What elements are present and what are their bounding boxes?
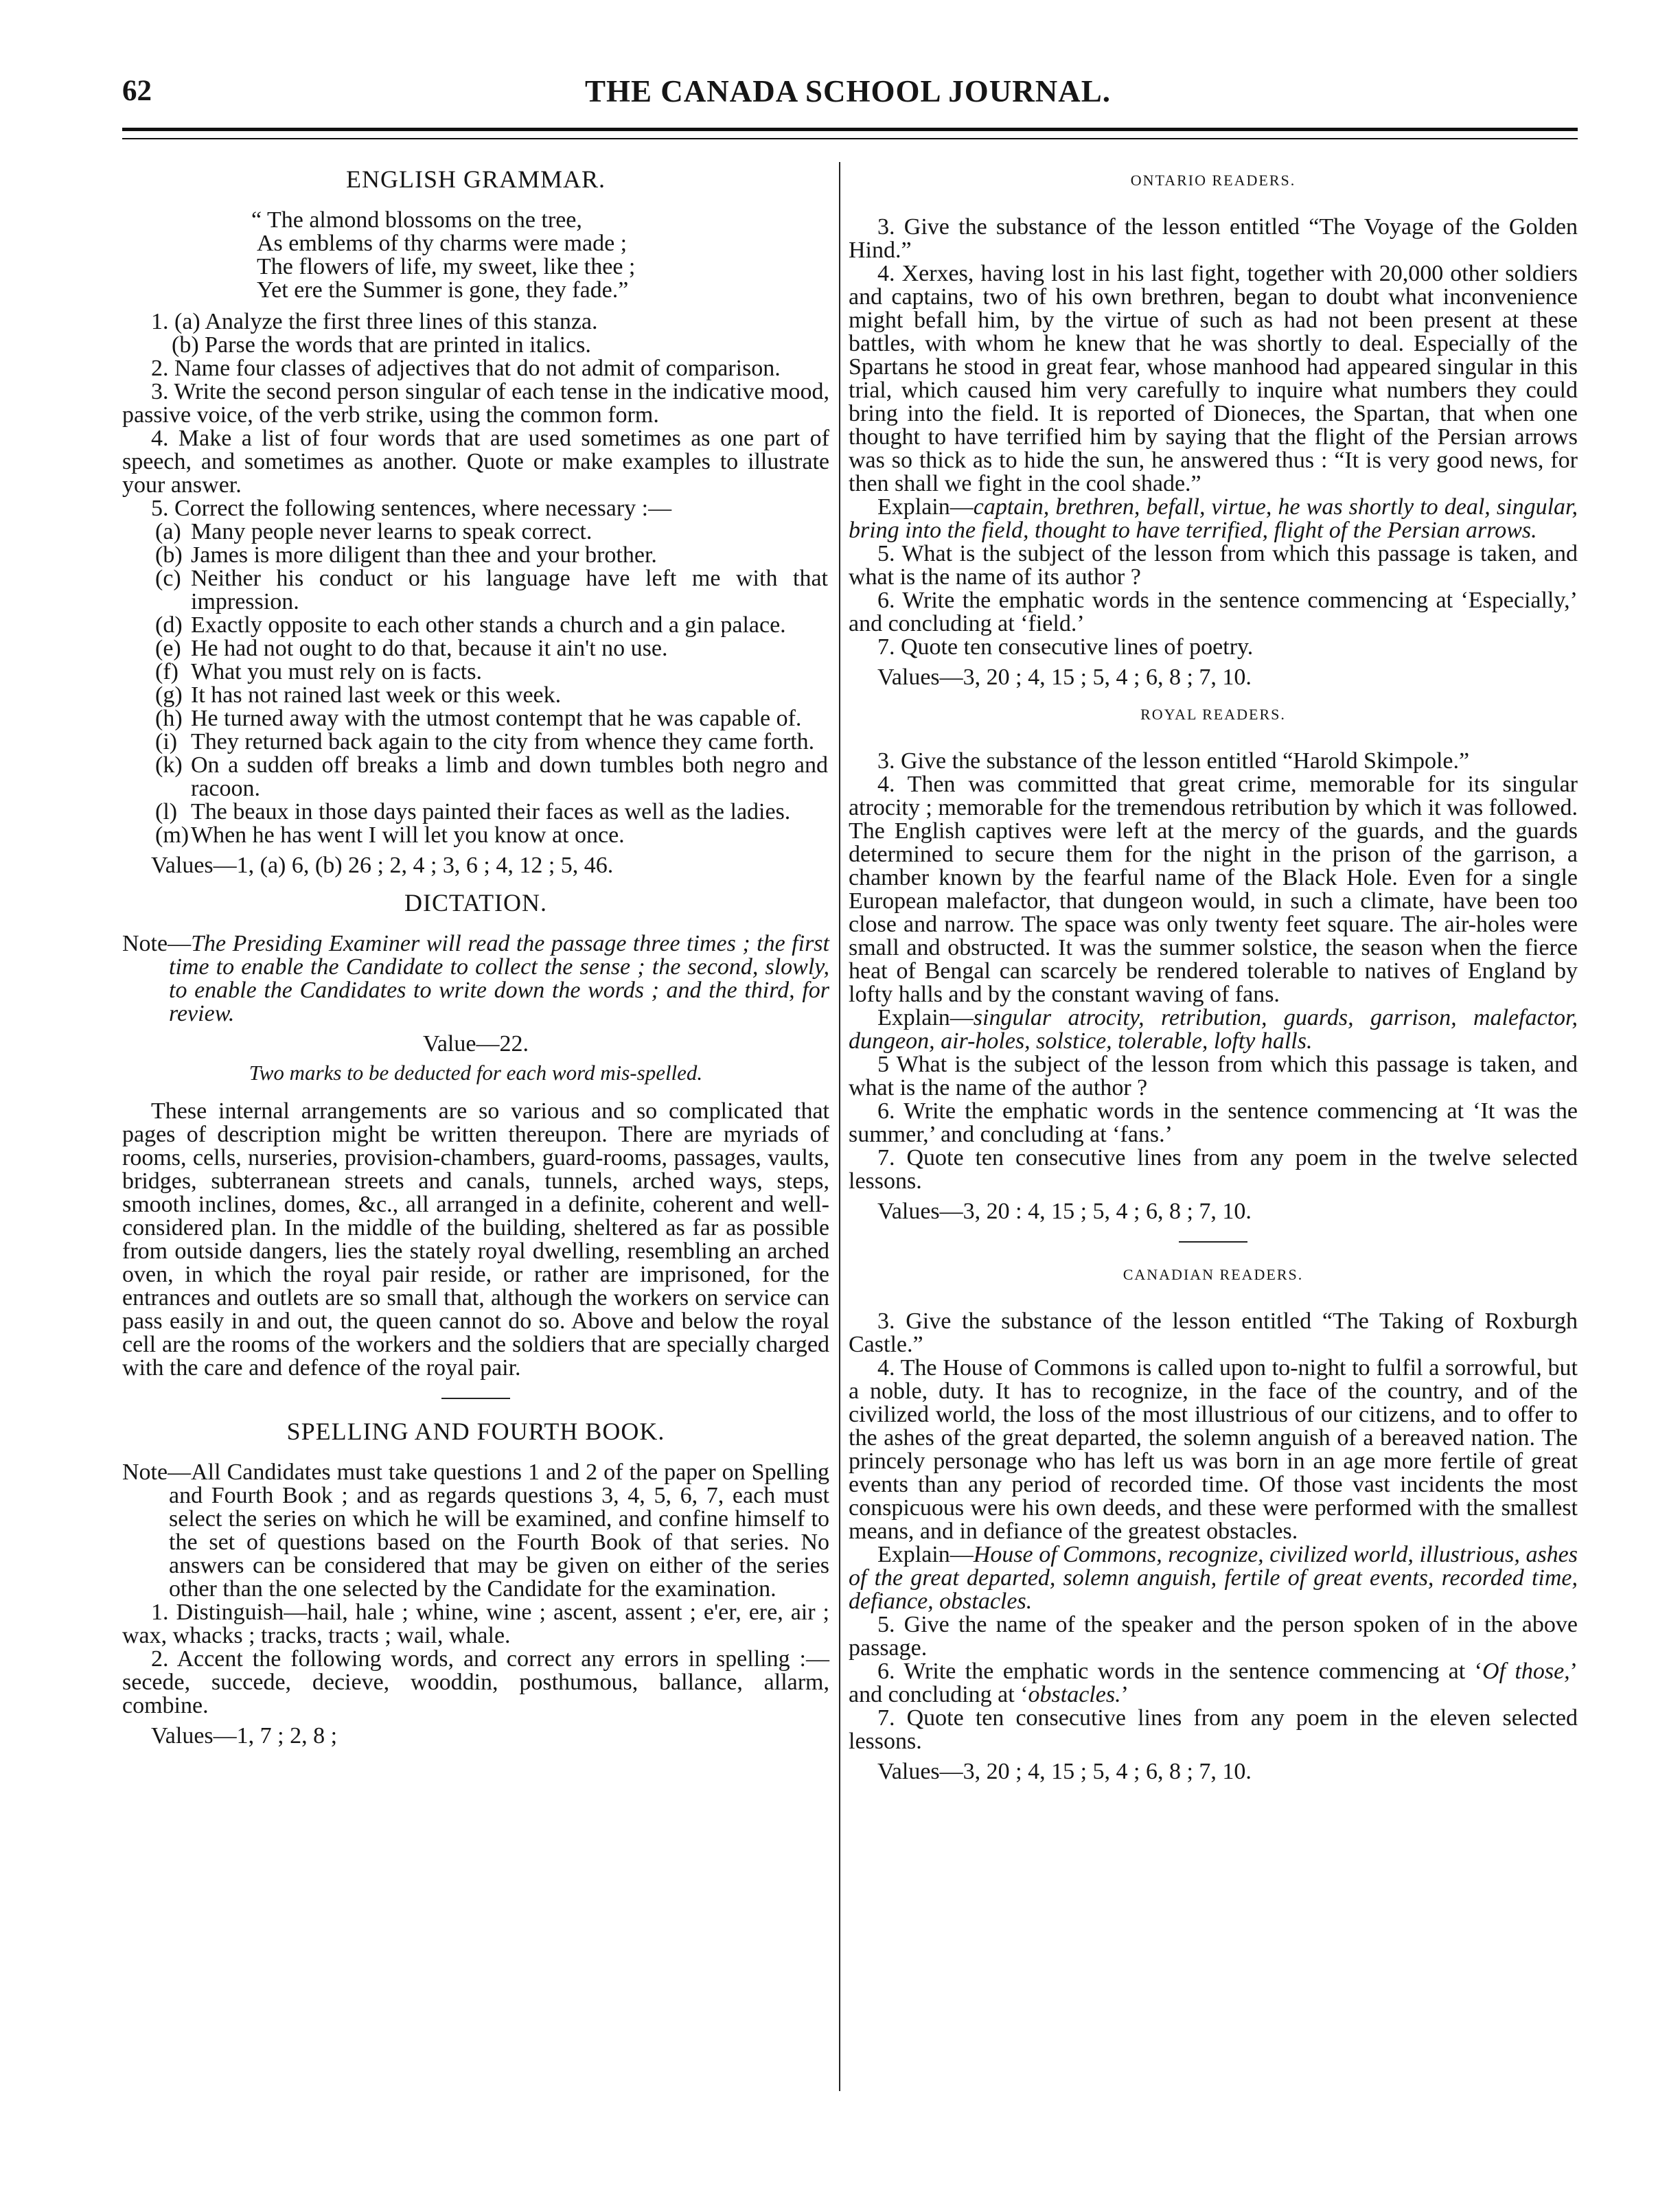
royal-heading: ROYAL READERS. [1140,706,1286,723]
canadian-q7: 7. Quote ten consecutive lines from any poem in the eleven selected lessons. [849,1705,1578,1754]
canadian-explain: Explain—House of Commons, recognize, civilized world, illustrious, ashes of the great departed, solemn anguish, fertile of great events, recorded time, defiance, obstacles. [849,1542,1578,1614]
header-rule-thin [122,138,1578,139]
poem-line: The flowers of life, my sweet, like thee ; [257,254,636,279]
left-column [122,158,829,1762]
grammar-heading: ENGLISH GRAMMAR. [345,165,606,193]
dictation-note: Note—The Presiding Examiner will read the passage three times ; the first time to enable the Candidate to collect the sense ; the second, slowly, to enable the Candidates to write down the words ; and the third, for review. [122,931,829,1026]
right-column [849,158,1578,1797]
column-divider [839,162,840,2091]
poem-line: As emblems of thy charms were made ; [257,231,628,256]
royal-values: Values—3, 20 : 4, 15 ; 5, 4 ; 6, 8 ; 7, 10. [877,1199,1252,1224]
sentence-item: (k) On a sudden off breaks a limb and down tumbles both negro and racoon. [155,752,828,801]
grammar-q4: 4. Make a list of four words that are used sometimes as one part of speech, and sometimes as another. Quote or make examples to illustrate your answer. [122,426,829,498]
canadian-q3: 3. Give the substance of the lesson entitled “The Taking of Roxburgh Castle.” [849,1308,1578,1357]
spelling-values: Values—1, 7 ; 2, 8 ; [151,1723,338,1749]
sentence-list [122,520,829,847]
grammar-q2: 2. Name four classes of adjectives that do not admit of comparison. [151,356,781,381]
royal-explain: Explain—singular atrocity, retribution, guards, garrison, malefactor, dungeon, air-holes, solstice, tolerable, lofty halls. [849,1005,1578,1054]
sentence-item: (i) They returned back again to the city from whence they came forth. [155,729,815,754]
spelling-q1: 1. Distinguish—hail, hale ; whine, wine ; ascent, assent ; e'er, ere, air ; wax, whacks ; tracks, tracts ; wail, whale. [122,1600,829,1648]
canadian-heading: CANADIAN READERS. [1123,1266,1304,1283]
header-rule-thick [122,128,1578,131]
canadian-q5: 5. Give the name of the speaker and the person spoken of in the above passage. [849,1612,1578,1661]
spelling-q2: 2. Accent the following words, and correct any errors in spelling :—secede, succede, decieve, wooddin, posthumous, ballance, allarm, combine. [122,1646,829,1718]
grammar-q3: 3. Write the second person singular of each tense in the indicative mood, passive voice, of the verb strike, using the common form. [122,379,829,428]
page-number: 62 [122,75,152,107]
spelling-heading: SPELLING AND FOURTH BOOK. [286,1418,665,1445]
grammar-q1a: 1. (a) Analyze the first three lines of this stanza. [151,309,598,334]
sentence-item: (e) He had not ought to do that, because it ain't no use. [155,636,668,661]
ontario-heading: ONTARIO READERS. [1130,172,1296,189]
royal-q5: 5 What is the subject of the lesson from which this passage is taken, and what is the name of the author ? [849,1052,1578,1100]
sentence-item: (l) The beaux in those days painted their faces as well as the ladies. [155,799,791,824]
canadian-values: Values—3, 20 ; 4, 15 ; 5, 4 ; 6, 8 ; 7, 10. [877,1759,1252,1784]
poem-line: Yet ere the Summer is gone, they fade.” [257,277,629,303]
sentence-item: (g) It has not rained last week or this week. [155,682,562,708]
dictation-marks: Two marks to be deducted for each word mis-spelled. [249,1061,703,1085]
journal-title: THE CANADA SCHOOL JOURNAL. [584,74,1112,108]
royal-q7: 7. Quote ten consecutive lines from any poem in the twelve selected lessons. [849,1145,1578,1194]
sentence-item: (m) When he has went I will let you know at once. [155,822,625,848]
sentence-item: (d) Exactly opposite to each other stands a church and a gin palace. [155,612,786,638]
section-divider [441,1398,510,1399]
poem-line: “ The almond blossoms on the tree, [251,207,582,233]
canadian-q6: 6. Write the emphatic words in the sentence commencing at ‘Of those,’ and concluding at ‘obstacles.’ [849,1659,1578,1707]
sentence-item: (h) He turned away with the utmost contempt that he was capable of. [155,706,802,731]
grammar-poem [251,209,829,302]
spelling-note: Note—All Candidates must take questions 1 and 2 of the paper on Spelling and Fourth Book ; and as regards questions 3, 4, 5, 6, 7, each must select the series on which he will be examined, and confine himself to the set of questions based on the Fourth Book of that series. No answers can be considered that may be given on either of the series other than the one selected by the Candidate for the examination. [122,1460,829,1602]
sentence-item: (b) James is more diligent than thee and your brother. [155,542,657,568]
ontario-q7: 7. Quote ten consecutive lines of poetry. [877,634,1254,660]
grammar-q5: 5. Correct the following sentences, where necessary :— [151,496,672,521]
dictation-passage: These internal arrangements are so various and so complicated that pages of description might be written thereupon. There are myriads of rooms, cells, nurseries, provision-chambers, guard-rooms, passages, vaults, bridges, subterranean streets and canals, tunnels, arched ways, steps, smooth inclines, domes, &c., all arranged in a definite, coherent and well-considered plan. In the middle of the building, sheltered as far as possible from outside dangers, lies the stately royal dwelling, resembling an arched oven, in which the royal pair reside, or rather are imprisoned, for the entrances and outlets are so small that, although the workers on service can pass easily in and out, the queen cannot do so. Above and below the royal cell are the rooms of the workers and the soldiers that are specially charged with the care and defence of the royal pair. [122,1098,829,1381]
sentence-item: (f) What you must rely on is facts. [155,659,482,684]
sentence-item: (a) Many people never learns to speak correct. [155,519,592,544]
ontario-q4: 4. Xerxes, having lost in his last fight, together with 20,000 other soldiers and captains, two of his own brethren, began to doubt what inconvenience might befall him, by the virtue of such as had not been present at these battles, with whom he knew that he was shortly to deal. Especially of the Spartans he stood in great fear, whose manhood had appeared singular in this trial, which caused him very carefully to inquire what numbers they could bring into the field. It is reported of Dioneces, the Spartan, that when one thought to have terrified him by saying that the flight of the Persian arrows was so thick as to hide the sun, he answered thus : “It is very good news, for then shall we fight in the cool shade.” [849,261,1578,496]
ontario-q5: 5. What is the subject of the lesson from which this passage is taken, and what is the name of its author ? [849,541,1578,590]
ontario-values: Values—3, 20 ; 4, 15 ; 5, 4 ; 6, 8 ; 7, 10. [877,665,1252,690]
royal-q6: 6. Write the emphatic words in the sentence commencing at ‘It was the summer,’ and concluding at ‘fans.’ [849,1098,1578,1147]
ontario-explain: Explain—captain, brethren, befall, virtue, he was shortly to deal, singular, bring into the field, thought to have terrified, flight of the Persian arrows. [849,494,1578,543]
sentence-item: (c) Neither his conduct or his language have left me with that impression. [155,566,828,614]
page-header [117,74,1579,118]
dictation-heading: DICTATION. [404,889,548,916]
dictation-value: Value—22. [423,1031,529,1057]
ontario-q6: 6. Write the emphatic words in the sentence commencing at ‘Especially,’ and concluding at ‘field.’ [849,588,1578,636]
royal-q3: 3. Give the substance of the lesson entitled “Harold Skimpole.” [877,748,1470,774]
royal-q4: 4. Then was committed that great crime, memorable for its singular atrocity ; memorable for the tremendous retribution by which it was followed. The English captives were left at the mercy of the guards, and the guards determined to secure them for the night in the prison of the garrison, a chamber known by the fearful name of the Black Hole. Even for a single European malefactor, that dungeon would, in such a climate, have been too close and narrow. The space was only twenty feet square. The air-holes were small and obstructed. It was the summer solstice, the season when the fierce heat of Bengal can scarcely be rendered tolerable to natives of England by lofty halls and by the constant waving of fans. [849,772,1578,1007]
grammar-values: Values—1, (a) 6, (b) 26 ; 2, 4 ; 3, 6 ; 4, 12 ; 5, 46. [151,853,614,878]
section-divider [1179,1241,1247,1243]
ontario-q3: 3. Give the substance of the lesson entitled “The Voyage of the Golden Hind.” [849,214,1578,263]
grammar-q1b: (b) Parse the words that are printed in italics. [172,332,591,358]
canadian-q4: 4. The House of Commons is called upon to-night to fulfil a sorrowful, but a noble, duty. It has to recognize, in the face of the country, and of the civilized world, the loss of the most illustrious of our citizens, and to offer to the ashes of the great departed, the solemn anguish of a bereaved nation. The princely personage who has left us was born in an age more fertile of great events than any period of recorded time. Of those vast incidents the most conspicuous were his own deeds, and these were performed with the smallest means, and in defiance of the greatest obstacles. [849,1355,1578,1544]
